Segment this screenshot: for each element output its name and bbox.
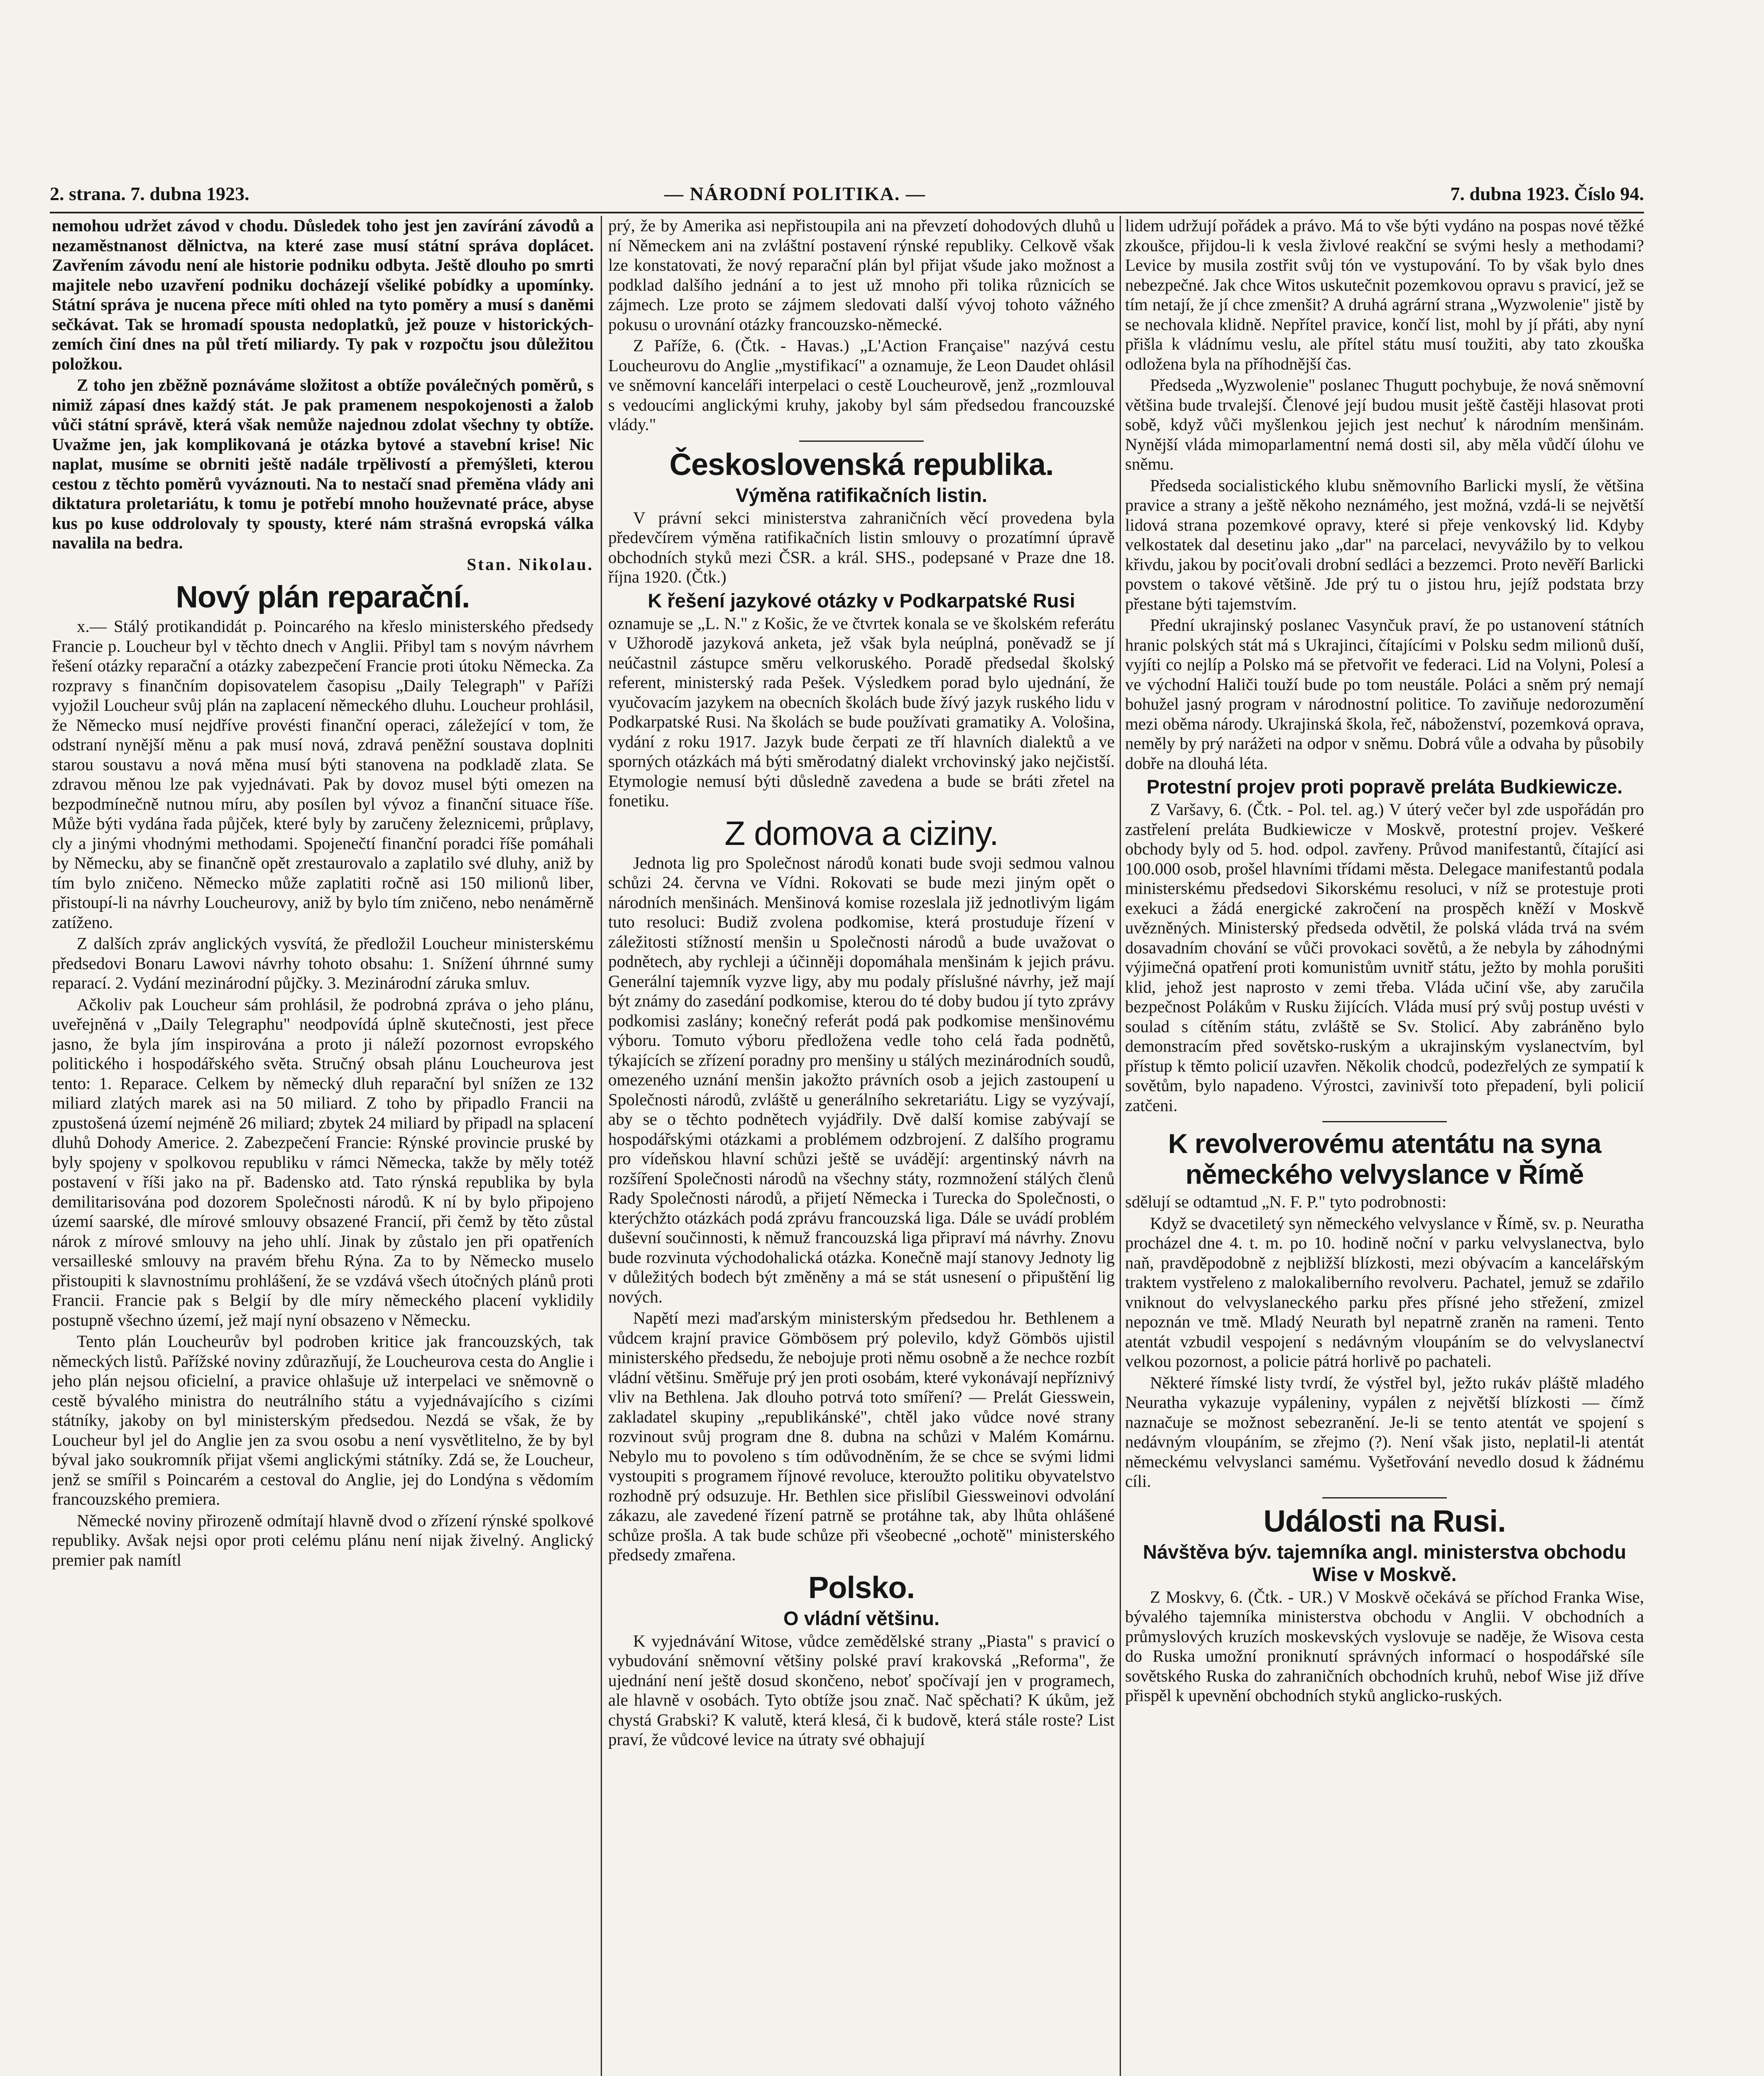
article-paragraph: Když se dvacetiletý syn německého velvyslance v Římě, sv. p. Neuratha procházel dne 4. t. m. po 10. hodině noční v parku velvyslanectva, bylo naň, pravděpodobně z nejbližší blízkosti, mezi obývacím a kancelářským traktem vystřeleno z malokaliberního revolveru. Pachatel, jemuž se zdařilo vniknout do velvyslaneckého parku přes přísné jeho střežení, zmizel nepoznán ve tmě. Mladý Neurath byl nepatrně zraněn na rameni. Tento atentát vzbudil vespojení s nedávným vloupáním se do velvyslanectví velkou pozornost, a policie pátrá horlivě po pachateli. <box>1125 1213 1644 1371</box>
article-paragraph: sdělují se odtamtud „N. F. P." tyto podrobnosti: <box>1125 1192 1447 1211</box>
article-paragraph: Z toho jen zběžně poznáváme složitost a obtíže poválečných poměrů, s nimiž zápasí dnes každý stát. Je pak pramenem nespokojenosti a žalob vůči státní správě, která však nemůže najednou zdolat všechny ty obtíže. Uvažme jen, jak komplikovaná je otázka bytové a stavební krise! Nic naplat, musíme se obrniti ještě nadále trpělivostí a přemýšleti, kterou cestou z těchto poměrů vyváznouti. Na to nestačí snad přeměna vlády ani diktatura proletariátu, k tomu je potřebí mnoho houževnaté práce, abyse kus po kuse oddrolovaly ty spousty, které nám strašná evropská válka navalila na bedra. <box>52 375 594 552</box>
column-divider <box>1120 216 1121 2076</box>
article-paragraph: oznamuje se „L. N." z Košic, že ve čtvrtek konala se ve školském referátu v Užhorodě jazyková anketa, jež však byla neúplná, poněvadž se jí neúčastnil zástupce směru velkoruského. Poradě předsedal školský referent, ministerský rada Pešek. Výsledkem porad bylo ujednání, že vyučovacím jazykem na obecních školách bude žívý jazyk ruského lidu v Podkarpatské Rusi. Na školách se bude používati gramatiky A. Vološina, vydání z roku 1917. Jazyk bude čerpati ze tří hlavních dialektů a ve sporných otázkách má býti směrodatný dialekt vrchovinský jako nejčistší. Etymologie nemusí býti důsledně zavedena a bude se bráti zřetel na fonetiku. <box>608 613 1115 810</box>
header-rule <box>50 212 1644 213</box>
author-signature: Stan. Nikolau. <box>467 554 594 574</box>
column-1 <box>52 216 594 2076</box>
article-paragraph: Z Paříže, 6. (Čtk. - Havas.) „L'Action Française" nazývá cestu Loucheurovu do Anglie „mystifikací" a oznamuje, že Leon Daudet ohlásil ve sněmovní kanceláři interpelaci o cestě Loucheurově, jenž „rozmlouval s vedoucími anglickými kruhy, jakoby byl sám předsedou francouzské vlády." <box>608 336 1115 434</box>
headline-czechoslovak-republic: Československá republika. <box>669 447 1054 482</box>
subheadline-majority: O vládní většinu. <box>783 1607 940 1629</box>
masthead: — NÁRODNÍ POLITIKA. — <box>664 183 926 204</box>
article-paragraph: Některé římské listy tvrdí, že výstřel byl, ježto rukáv pláště mladého Neuratha vykazuje vypáleniny, vypálen z největší blízkosti — čímž naznačuje se možnost sebezranění. Je-li se tento atentát ve spojení s nedávným vloupáním, se zřejmo (?). Není však jisto, neplatil-li atentát německému velvyslanci samému. Vyšetřování nevedlo dosud k žádnému cíli. <box>1125 1373 1644 1491</box>
header-date-issue: 7. dubna 1923. Číslo 94. <box>1450 183 1644 204</box>
article-paragraph: lidem udržují pořádek a právo. Má to vše býti vydáno na pospas nové těžké zkoušce, přijdou-li k vesla živlové reakční se svými hesly a methodami? Levice by musila zostřit svůj tón ve vystupování. To by však bylo dnes nebezpečné. Jak chce Witos uskutečnit pozemkovou opravu s pravicí, jež se tím netají, že jí chce zmenšit? A druhá agrární strana „Wyzwolenie" jistě by se nechovala klidně. Nepřítel pravice, končí list, mohl by jí přáti, aby nyní přišla k vládnímu veslu, ale přítel státu musí toužiti, aby tato zkouška odložena byla na příhodnější čas. <box>1125 216 1644 373</box>
article-paragraph: Napětí mezi maďarským ministerským předsedou hr. Bethlenem a vůdcem krajní pravice Gömbösem prý polevilo, když Gömbös ujistil ministerského předsedu, že nebojuje proti němu osobně a že nechce rozbít vládní většinu. Směřuje prý jen proti osobám, které vykonávají nepříznivý vliv na Bethlena. Jak dlouho potrvá toto smíření? — Prelát Giesswein, zakladatel skupiny „republikánské", chtěl jako vůdce nové strany rozvinout svůj program dne 8. dubna na schůzi v Malém Komárnu. Nebylo mu to povoleno s tím odůvodněním, že se chce se svými lidmi vystoupiti s programem říjnové revoluce, kteroužto politiku obyvatelstvo rozhodně prý odsuzuje. Hr. Bethlen sice přislíbil Giessweinovi odvolání zákazu, ale zavedené řízení patrně se protáhne tak, aby lhůta ohlášené schůze prošla. A tak bude schůze při všeobecné „ochotě" ministerského předsedy zmařena. <box>608 1308 1115 1564</box>
headline-assassination-attempt: K revolverovému atentátu na syna německého velvyslance v Římě <box>1168 1128 1601 1190</box>
subheadline-protest: Protestní projev proti popravě preláta Budkiewicze. <box>1146 776 1623 798</box>
article-paragraph: prý, že by Amerika asi nepřistoupila ani na převzetí dohodových dluhů u ní Německem ani na zvláštní postavení rýnské republiky. Celkově však lze konstatovati, že nový reparační plán byl přijat všude jako možnost a podklad dalšího jednání a to jest už mnoho při tolika různicích se zájmech. Lze proto se zájmem sledovati další vývoj tohoto vážného pokusu o urovnání otázky francouzsko-německé. <box>608 216 1115 334</box>
article-paragraph: nemohou udržet závod v chodu. Důsledek toho jest jen zavírání závodů a nezaměstnanost dělnictva, na které zase musí státní správa doplácet. Zavřením závodu není ale historie podniku odbyta. Ještě dlouho po smrti majitele nebo uzavření podniku docházejí všeliké pobídky a upomínky. Státní správa je nucena přece míti ohled na tyto poměry a musí s daněmi sečkávat. Tak se hromadí spousta nedoplatků, jež pouze v historických-zemích činí dnes na půl třetí miliardy. Ty pak v rozpočtu jsou důležitou položkou. <box>52 216 594 373</box>
section-rule <box>1322 1497 1447 1498</box>
headline-reparation-plan: Nový plán reparační. <box>176 580 470 614</box>
section-rule <box>1322 1121 1447 1122</box>
article-paragraph: Předseda socialistického klubu sněmovního Barlicki myslí, že většina pravice a strany a ještě někoho neznámého, jest možná, vzdá-li se největší lidová strana pozemkové opravy, které si přeje venkovský lid. Kdyby velkostatek dal desetinu jako „dar" na parcelaci, nevyvážilo by to velkou křivdu, jakou by pociťovali drobní sedláci a bezzemci. Proto nevěří Barlicki povstem o takové většině. Jde prý tu o jistou hru, jejíž podstata brzy přestane býti tajemstvím. <box>1125 475 1644 613</box>
headline-russia-events: Události na Rusi. <box>1263 1503 1506 1538</box>
column-3 <box>1125 216 1644 2076</box>
headline-home-abroad: Z domova a ciziny. <box>724 814 998 852</box>
column-2 <box>608 216 1115 2076</box>
column-divider <box>601 216 602 2076</box>
article-paragraph: Z Varšavy, 6. (Čtk. - Pol. tel. ag.) V úterý večer byl zde uspořádán pro zastřelení preláta Budkiewicze v Moskvě, protestní projev. Veškeré obchody byly od 5. hod. odpol. zavřeny. Průvod manifestantů, čítající asi 100.000 osob, prošel hlavními třídami města. Delegace manifestantů podala ministerskému předsedovi Sikorskému resoluci, v níž se protestuje proti exekuci a žádá energické zakročení na prospěch kněží v Moskvě uvězněných. Ministerský předseda odvětil, že polská vláda trvá na svém dosavadním chování se vůči provokaci sovětů, a že nebyla by záhodnými výjimečná opatření proti komunistům uvnitř státu, ježto by mohla porušiti klid, jehož jest naprosto v zemi třeba. Vláda učiní vše, aby zaručila bezpečnost Polákům v Rusku žijících. Vláda musí prý svůj postup uvésti v soulad s cítěním státu, zvláště se Sv. Stolicí. Aby zabráněno bylo demonstracím před sovětsko-ruským a ukrajinským vyslanectvím, byl přístup k těmto policií uzavřen. Několik chodců, podezřelých ze sympatií k sovětům, bylo napadeno. Výrostci, zavinivší toto přepadení, byli policií zatčeni. <box>1125 800 1644 1115</box>
article-paragraph: Přední ukrajinský poslanec Vasynčuk praví, že po ustanovení státních hranic polských stát má s Ukrajinci, čítajícími v Polsku sedm milionů duší, vyjíti co nejlíp a Polsko má se přetvořit ve federaci. Lid na Volyni, Polesí a ve východní Haliči touží bude po tom neustále. Poláci a sněm prý nemají bohužel jasný program v národnostní politice. To zaviňuje nedorozumění mezi oběma národy. Ukrajinská škola, řeč, náboženství, pozemková oprava, neměly by prý narážeti na odpor v sněmu. Dobrá vůle a odvaha by působily dobře na dlouhá léta. <box>1125 615 1644 773</box>
subheadline-language-question: K řešení jazykové otázky v Podkarpatské Rusi <box>648 589 1075 612</box>
article-paragraph: Z Moskvy, 6. (Čtk. - UR.) V Moskvě očekává se příchod Franka Wise, bývalého tajemníka ministerstva obchodu v Anglii. V obchodních a průmyslových kruzích moskevských vyslovuje se naděje, že Wisova cesta do Ruska umožní proniknutí správných informací o hospodářské síle sovětského Ruska do zahraničních obchodních kruhů, nebof Wise již dříve přispěl k upevnění obchodních styků anglicko-ruských. <box>1125 1587 1644 1705</box>
subheadline-wise-visit: Návštěva býv. tajemníka angl. ministerstva obchodu Wise v Moskvě. <box>1143 1540 1627 1585</box>
subheadline-ratification: Výměna ratifikačních listin. <box>736 484 987 506</box>
section-rule <box>799 441 924 442</box>
article-paragraph: Z dalších zpráv anglických vysvítá, že předložil Loucheur ministerskému předsedovi Bonaru Lawovi návrhy tohoto obsahu: 1. Snížení úhrnné sumy reparací. 2. Vydání mezinárodní půjčky. 3. Mezinárodní záruka smluv. <box>52 934 594 992</box>
article-paragraph: Ačkoliv pak Loucheur sám prohlásil, že podrobná zpráva o jeho plánu, uveřejněná v „Daily Telegraphu" neodpovídá úplně skutečnosti, jest přece jasno, že byla jím inspirována a proto ji náleží pozornost evropského politického i hospodářského světa. Stručný obsah plánu Loucheurova jest tento: 1. Reparace. Celkem by německý dluh reparační byl snížen ze 132 miliard zlatých marek asi na 50 miliard. Z toho by připadlo Francii na zpustošená území nejméně 26 miliard; zbytek 24 miliard by připadl na splacení dluhů Dohody Americe. 2. Zabezpečení Francie: Rýnské provincie pruské by byly spojeny v spolkovou republiku v rámci Německa, takže by měly totéž postavení v říši jako na př. Badensko atd. Tato rýnská republika by byla demilitarisována pod dozorem Společnosti národů. K ní by bylo připojeno území saarské, dle mírové smlouvy obsazené Francií, při čemž by těto zůstal nárok z mírové smlouvy na jeho uhlí. Jinak by zůstalo jen při opatřeních versailleské smlouvy na pravém břehu Rýna. Za to by Německo muselo přistoupiti k slavnostnímu prohlášení, že se vzdává všech útočných plánů proti Francii. Francie pak s Belgií by dle míry německého placení vyklidily postupně všechno území, jež mají nyní obsazeno v Německu. <box>52 994 594 1329</box>
article-paragraph: K vyjednávání Witose, vůdce zemědělské strany „Piasta" s pravicí o vybudování sněmovní většiny polské praví krakovská „Reforma", že ujednání není ještě dosud skončeno, neboť spočívají jen v programech, ale hlavně v osobách. Tyto obtíže jsou znač. Nač spěchati? K úkům, jež chystá Grabski? K valutě, která klesá, či k budově, která stále roste? List praví, že vůdcové levice na útraty své obhajují <box>608 1631 1115 1749</box>
article-paragraph: Předseda „Wyzwolenie" poslanec Thugutt pochybuje, že nová sněmovní většina bude trvalejší. Členové její budou musit ještě častěji hlasovat proti sobě, když vůči myšlenkou jejich jest nechuť k národním menšinám. Nynější vláda mimoparlamentní nemá dosti sil, aby měla vůdčí úlohu ve sněmu. <box>1125 375 1644 473</box>
article-paragraph: Jednota lig pro Společnost národů konati bude svoji sedmou valnou schůzi 24. června ve Vídni. Rokovati se bude mezi jiným opět o národních menšinách. Menšinová komise rozeslala již jednotlivým ligám tuto resoluci: Budiž zvolena podkomise, která prostuduje řízení v záležitosti stížností menšin u Společnosti národů a bude uvažovat o podnětech, aby rychleji a účinněji dopomáhala menšinám k jejich právu. Generální tajemník vyzve ligy, aby mu podaly příslušné návrhy, jež mají být známy do zasedání podkomise, kterou do té doby budou jí tyto zprávy podkomisi zaslány; konečný referát podá pak podkomise menšinovému výboru. Tomuto výboru předložena vedle toho celá řada podnětů, týkajících se zřízení poradny pro menšiny u stálých mezinárodních soudů, omezeného uznání menšin jakožto právních osob a jejich zastoupení u Společnosti národů, zvláště u generálního sekretariátu. Ligy se vyzývají, aby se o těchto podnětech vyjádřily. Dvě další komise zabývají se hospodářskými otázkami a problémem odzbrojení. Z dalšího programu pro vídeňskou hlavní schůzi ještě se uvádějí: argentinský návrh na rozšíření Společnosti národů na všechny státy, rozmnožení stálých členů Rady Společnosti národů, a přijetí Německa i Turecka do Společnosti, o kterýchžto otázkách podá zprávu francouzská liga. Dále se uvádí problém duševní součinnosti, k němuž francouzská liga připraví má návrhy. Znovu bude rozvinuta východohalická otázka. Konečně mají stanovy Jednoty lig v důležitých bodech být změněny a má se stát usnesení o připuštění lig nových. <box>608 853 1115 1306</box>
article-paragraph: x.— Stálý protikandidát p. Poincarého na křeslo ministerského předsedy Francie p. Loucheur byl v těchto dnech v Anglii. Přibyl tam s novým návrhem řešení otázky reparační a otázky zabezpečení Francie proti útoku Německa. Za rozpravy s finančním dopisovatelem časopisu „Daily Telegraph" v Paříži vyjožil Loucheur svůj plán na zaplacení německého dluhu. Loucheur prohlásil, že Německo musí nejdříve provésti finanční operaci, záležející v tom, že odstraní nynější měnu a pak musí nová, zdravá peněžní soustava doplniti starou soustavu a nová měna musí býti stanovena na podkladě zlata. Se zdravou měnou lze pak vyjednávati. Pak by dovoz musel býti omezen na bezpodmínečně nutnou míru, aby posílen byl vývoz a finanční situace říše. Může býti vydána řada půjček, které byly by zaručeny železnicemi, průplavy, cly a jinými vhodnými methodami. Spojenečtí finanční poradci říše pomáhali by Německu, aby se finančně opět zrestaurovalo a zaplatilo své dluhy, aniž by tím bylo zničeno. Německo může zaplatiti ročně asi 150 milionů liber, přistoupí-li na návrhy Loucheurovy, aniž by bylo tím zničeno, nebo nenáměrně zatíženo. <box>52 617 594 932</box>
headline-poland: Polsko. <box>808 1570 915 1605</box>
article-paragraph: Německé noviny přirozeně odmítají hlavně dvod o zřízení rýnské spolkové republiky. Avšak nejsi opor proti celému plánu není nijak živelný. Anglický premier pak namítl <box>52 1510 594 1569</box>
page-header <box>50 183 1644 212</box>
header-date-page: 2. strana. 7. dubna 1923. <box>50 183 250 204</box>
article-paragraph: Tento plán Loucheurův byl podroben kritice jak francouzských, tak německých listů. Pařížské noviny zdůrazňují, že Loucheurova cesta do Anglie i jeho plán nejsou oficielní, a pravice ohlašuje už interpelaci ve sněmovně o cestě bývalého ministra do neutrálního státu a vyjednávajícího s cizími státníky, jakoby on byl ministerským předsedou. Nezdá se však, že by Loucheur byl jel do Anglie jen za svou osobu a není vysvětlitelno, že by byl býval jako soukromník přijat všemi anglickými státníky. Zdá se, že Loucheur, jenž se smířil s Poincarém a cestoval do Anglie, jej do Londýna s vědomím francouzského premiera. <box>52 1332 594 1508</box>
article-paragraph: V právní sekci ministerstva zahraničních věcí provedena byla předevčírem výměna ratifikačních listin smlouvy o prozatímní úpravě obchodních styků mezi ČSR. a král. SHS., podepsané v Praze dne 18. října 1920. (Čtk.) <box>608 508 1115 586</box>
